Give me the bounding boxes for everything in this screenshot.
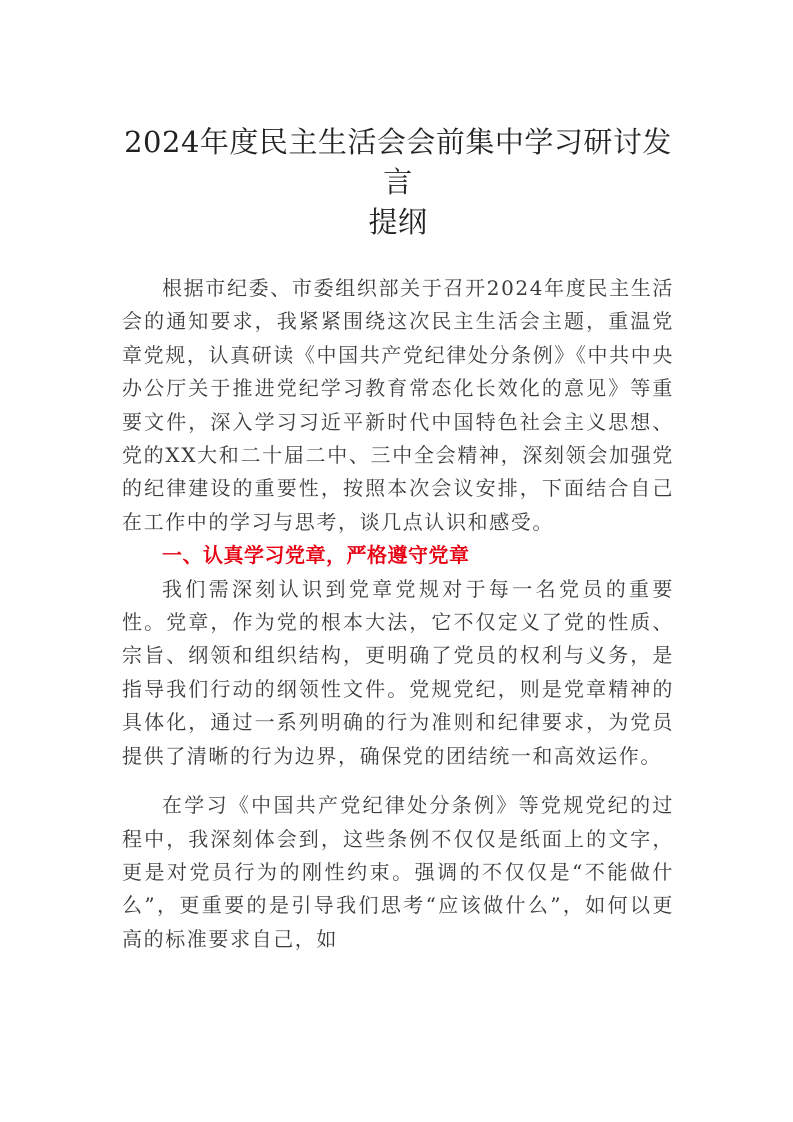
title-line-1: 2024年度民主生活会会前集中学习研讨发言 <box>124 125 672 199</box>
section-heading-1: 一、认真学习党章，严格遵守党章 <box>162 543 470 568</box>
document-page <box>122 122 674 956</box>
document-body <box>122 272 674 956</box>
title-line-2: 提纲 <box>368 205 428 239</box>
document-title <box>122 122 674 242</box>
intro-paragraph: 根据市纪委、市委组织部关于召开2024年度民主生活会的通知要求，我紧紧围绕这次民主生活会主题，重温党章党规，认真研读《中国共产党纪律处分条例》《中共中央办公厅关于推进党纪学习教育常态化长效化的意见》等重要文件，深入学习习近平新时代中国特色社会主义思想、党的XX大和二十届二中、三中全会精神，深刻领会加强党的纪律建设的重要性，按照本次会议安排，下面结合自己在工作中的学习与思考，谈几点认识和感受。 <box>122 276 674 534</box>
section-1-paragraph-1: 我们需深刻认识到党章党规对于每一名党员的重要性。党章，作为党的根本大法，它不仅定义了党的性质、宗旨、纲领和组织结构，更明确了党员的权利与义务，是指导我们行动的纲领性文件。党规党纪，则是党章精神的具体化，通过一系列明确的行为准则和纪律要求，为党员提供了清晰的行为边界，确保党的团结统一和高效运作。 <box>122 576 674 768</box>
section-1-paragraph-2: 在学习《中国共产党纪律处分条例》等党规党纪的过程中，我深刻体会到，这些条例不仅仅是纸面上的文字，更是对党员行为的刚性约束。强调的不仅仅是“不能做什么”，更重要的是引导我们思考“应该做什么”，如何以更高的标准要求自己，如 <box>122 793 674 951</box>
